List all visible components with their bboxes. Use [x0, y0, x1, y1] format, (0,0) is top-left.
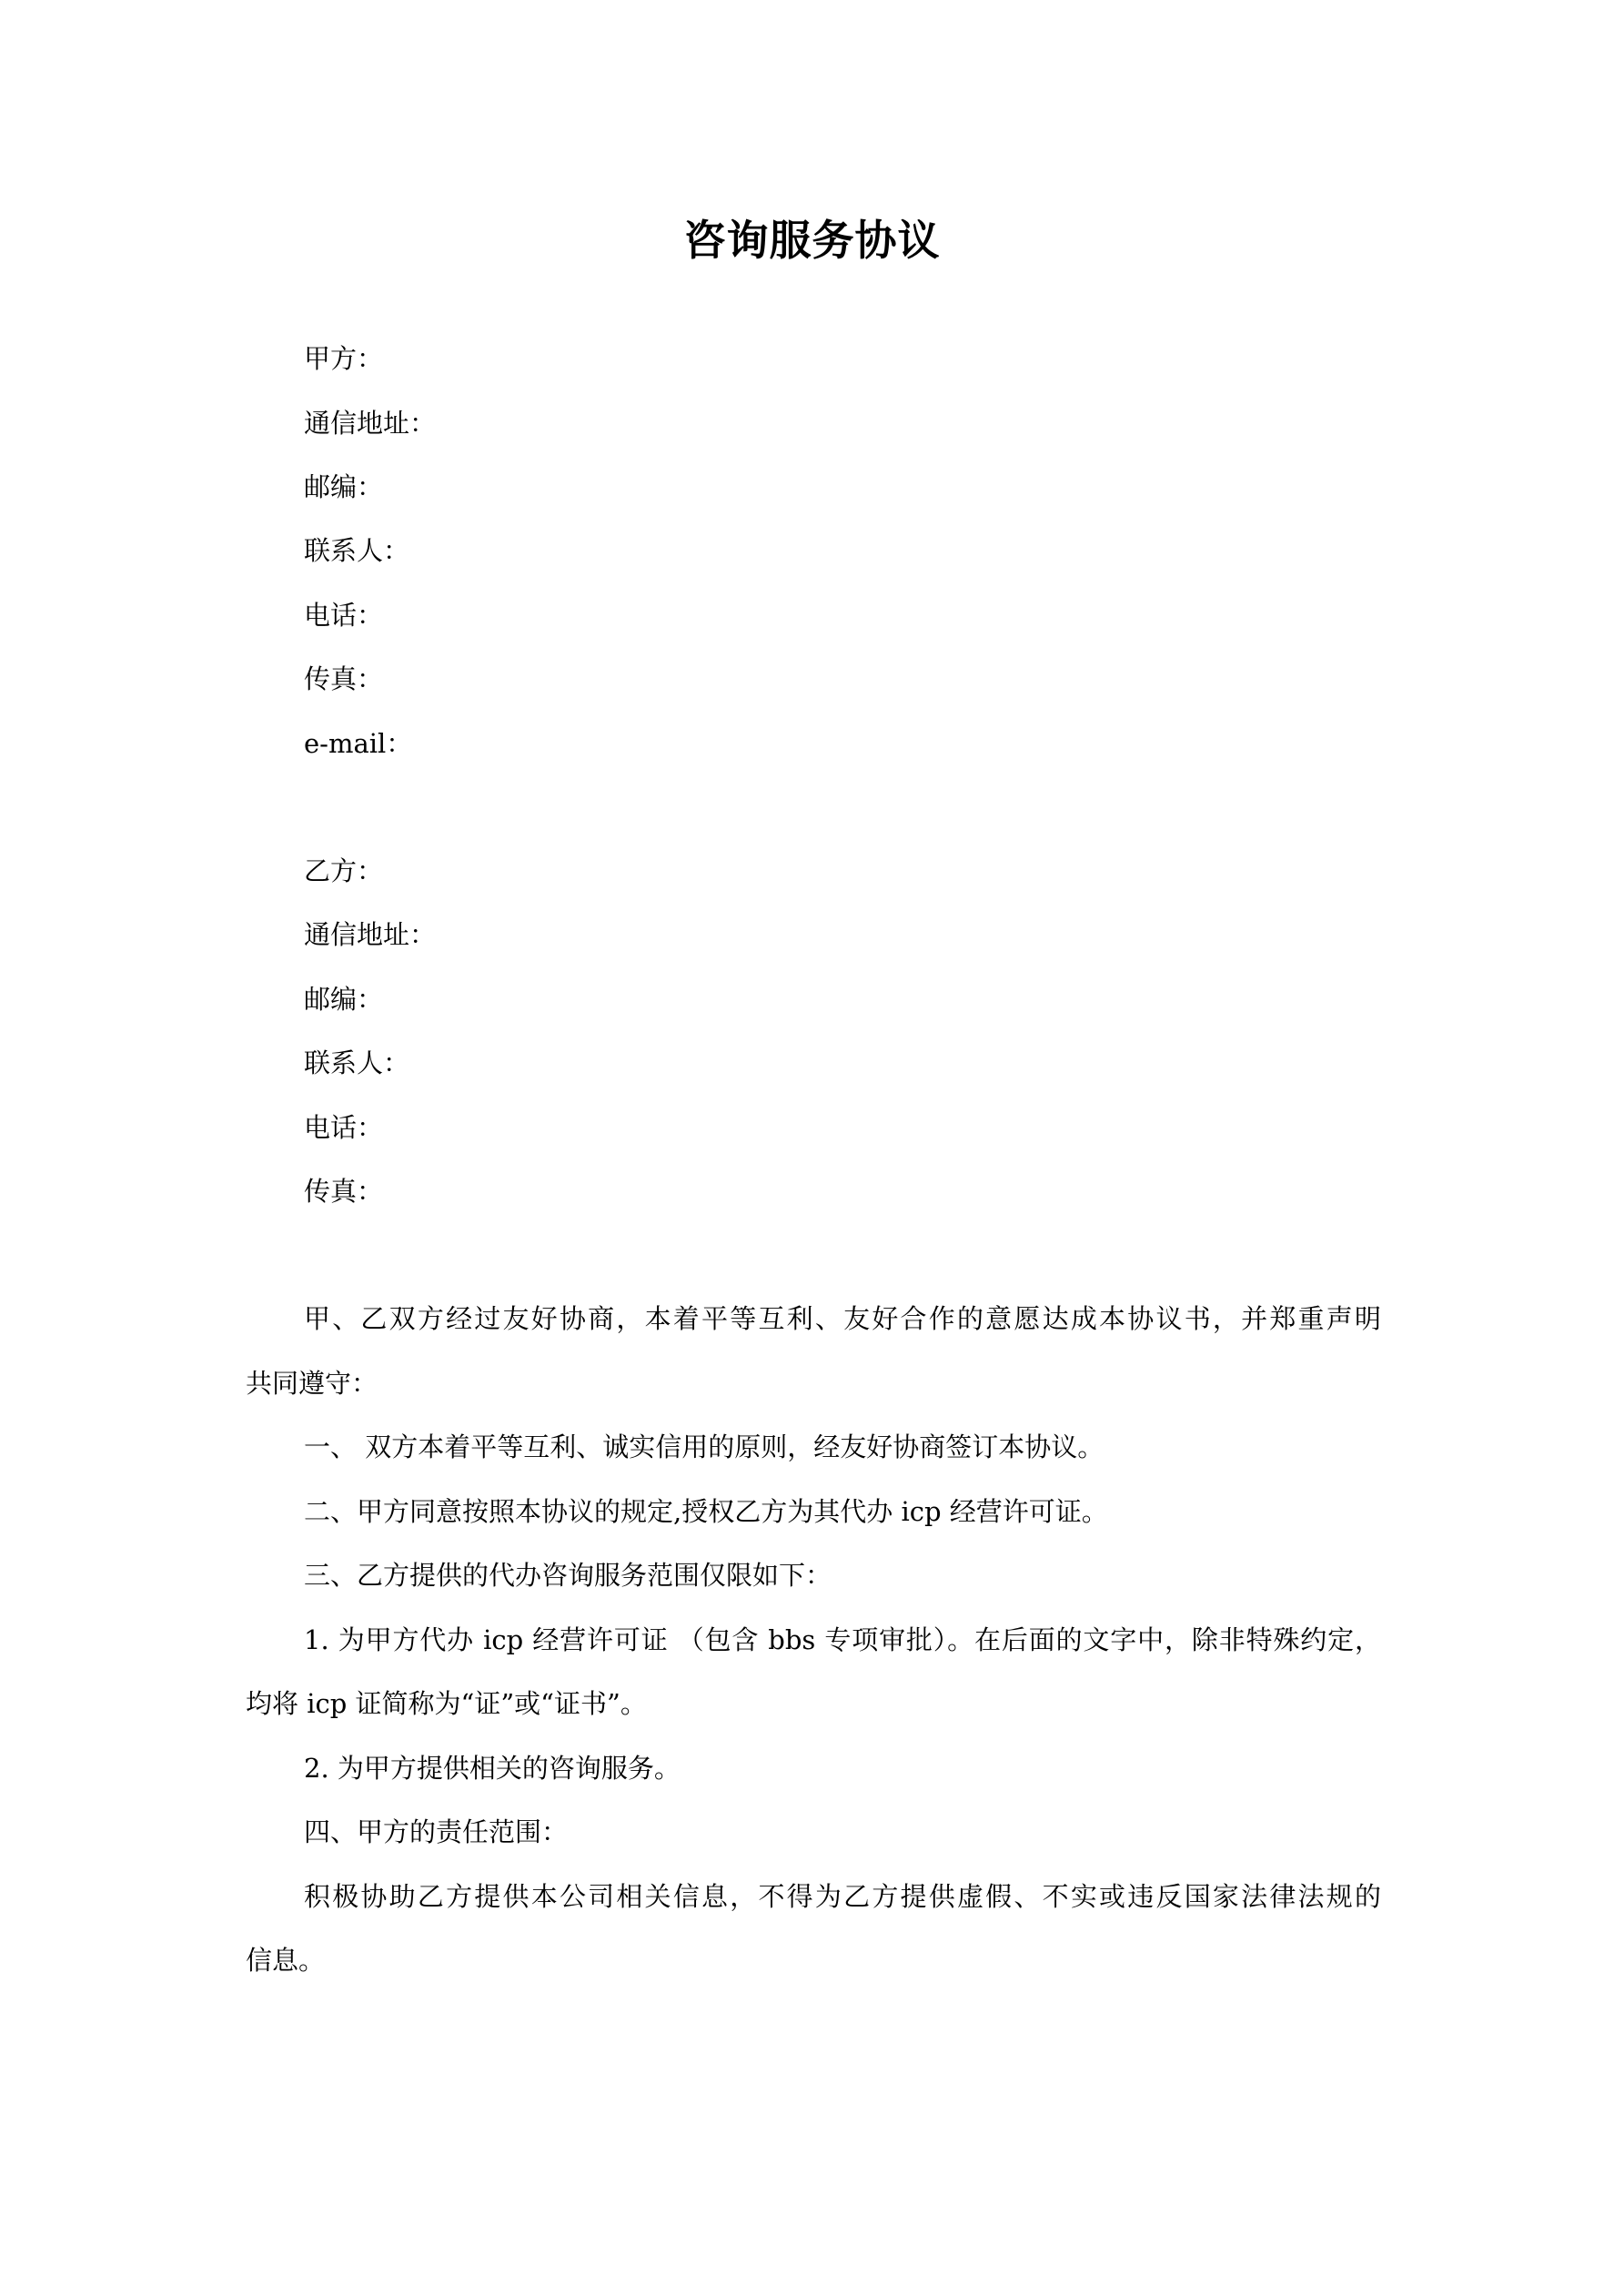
clause-3: 三、乙方提供的代办咨询服务范围仅限如下： [304, 1560, 832, 1591]
intro-paragraph-line-2: 共同遵守： [246, 1368, 378, 1399]
party-b-contact-label: 联系人： [304, 1047, 410, 1078]
party-a-contact-label: 联系人： [304, 535, 410, 566]
clause-4: 四、甲方的责任范围： [304, 1816, 569, 1847]
party-a-label: 甲方： [304, 343, 384, 374]
document-title: 咨询服务协议 [683, 216, 941, 265]
party-b-phone-label: 电话： [304, 1112, 384, 1143]
clause-3-item-1-line-2: 均将 icp 证简称为“证”或“证书”。 [246, 1688, 647, 1719]
clause-1: 一、 双方本着平等互利、诚实信用的原则，经友好协商签订本协议。 [304, 1431, 1105, 1462]
clause-3-item-1-line-1: 1. 为甲方代办 icp 经营许可证 （包含 bbs 专项审批）。在后面的文字中，除非特殊约定， [304, 1624, 1381, 1655]
clause-4-text-line-1: 积极协助乙方提供本公司相关信息，不得为乙方提供虚假、不实或违反国家法律法规的 [304, 1881, 1381, 1912]
party-b-postcode-label: 邮编： [304, 984, 384, 1015]
party-a-phone-label: 电话： [304, 600, 384, 631]
clause-3-item-2: 2. 为甲方提供相关的咨询服务。 [304, 1753, 681, 1784]
party-a-fax-label: 传真： [304, 663, 384, 694]
party-a-address-label: 通信地址： [304, 408, 437, 439]
party-b-address-label: 通信地址： [304, 919, 437, 950]
party-a-email-label: e-mail： [304, 728, 413, 759]
clause-4-text-line-2: 信息。 [246, 1945, 326, 1976]
party-a-postcode-label: 邮编： [304, 471, 384, 502]
clause-2: 二、甲方同意按照本协议的规定,授权乙方为其代办 icp 经营许可证。 [304, 1496, 1108, 1527]
intro-paragraph-line-1: 甲、乙双方经过友好协商，本着平等互利、友好合作的意愿达成本协议书，并郑重声明 [304, 1303, 1381, 1334]
party-b-label: 乙方： [304, 855, 384, 886]
party-b-fax-label: 传真： [304, 1176, 384, 1207]
